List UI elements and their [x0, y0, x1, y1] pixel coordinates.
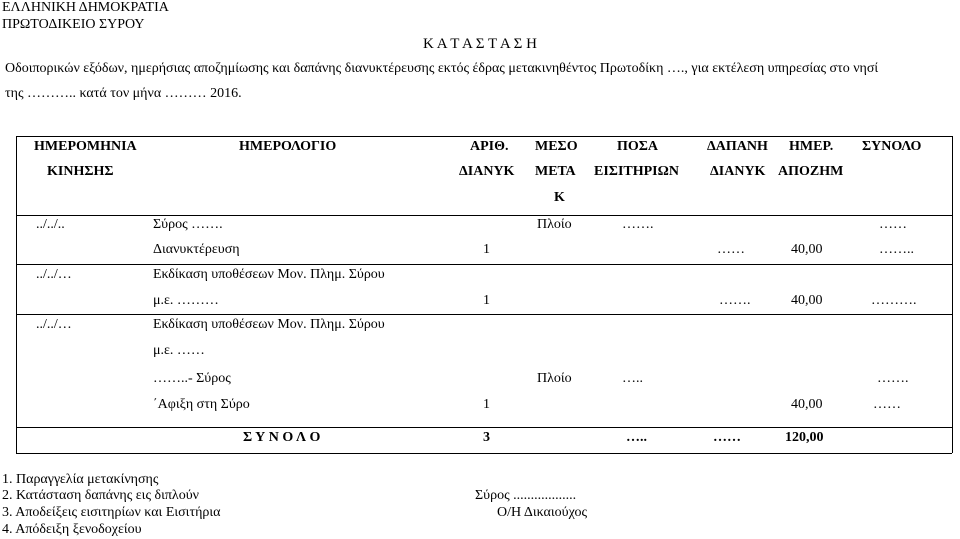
row-total: ………. [871, 293, 917, 308]
totals-label: Σ Υ Ν Ο Λ Ο [243, 430, 321, 445]
header-means-2: ΜΕΤΑ [535, 164, 576, 179]
header-number-2: ΔΙΑΝΥΚ [459, 164, 515, 179]
row-date: ../../… [36, 317, 72, 332]
row-daily: 40,00 [791, 397, 823, 412]
attachment-item: 3. Αποδείξεις εισιτηρίων και Εισιτήρια [2, 505, 221, 520]
row-total: ……. [877, 371, 909, 386]
totals-daily: 120,00 [785, 430, 824, 445]
header-tickets-2: ΕΙΣΙΤΗΡΙΩΝ [594, 164, 679, 179]
row-number: 1 [483, 397, 490, 412]
description-line-1: Οδοιπορικών εξόδων, ημερήσιας αποζημίωσης και δαπάνης διανυκτέρευσης εκτός έδρας μετακινηθέντος Πρωτοδίκη …., για εκτέλεση υπηρεσίας στο νησί [5, 61, 879, 76]
row-daily: 40,00 [791, 293, 823, 308]
attachment-item: 2. Κατάσταση δαπάνης εις διπλούν [2, 488, 199, 503]
attachment-item: 4. Απόδειξη ξενοδοχείου [2, 522, 142, 537]
row-description: Εκδίκαση υποθέσεων Μον. Πλημ. Σύρου [153, 317, 385, 332]
header-means-3: Κ [554, 190, 565, 205]
table-border-right [952, 136, 953, 453]
document-title: Κ Α Τ Α Σ Τ Α Σ Η [423, 36, 537, 52]
attachment-item: 1. Παραγγελία μετακίνησης [2, 472, 159, 487]
table-border-top [16, 136, 952, 137]
table-divider [16, 264, 952, 265]
row-total-2: …….. [879, 242, 914, 257]
header-date: ΗΜΕΡΟΜΗΝΙΑ [34, 139, 137, 154]
row-means: Πλοίο [537, 371, 572, 386]
header-means: ΜΕΣΟ [535, 139, 578, 154]
table-divider [16, 427, 952, 428]
header-date-2: ΚΙΝΗΣΗΣ [47, 164, 114, 179]
court-name: ΠΡΩΤΟΔΙΚΕΙΟ ΣΥΡΟΥ [2, 17, 145, 32]
row-description: Εκδίκαση υποθέσεων Μον. Πλημ. Σύρου [153, 267, 385, 282]
header-cost: ΔΑΠΑΝΗ [707, 139, 768, 154]
row-daily: 40,00 [791, 242, 823, 257]
row-overnight: Διανυκτέρευση [153, 242, 240, 257]
beneficiary-label: Ο/Η Δικαιούχος [497, 505, 588, 520]
row-date: ../../.. [36, 217, 65, 232]
row-arrival: ΄Αφιξη στη Σύρο [153, 397, 250, 412]
row-date: ../../… [36, 267, 72, 282]
row-means: Πλοίο [537, 217, 572, 232]
row-total-2: …… [873, 397, 901, 412]
row-journey: Σύρος ……. [153, 217, 223, 232]
row-reference: μ.ε. ……… [153, 293, 219, 308]
row-number: 1 [483, 242, 490, 257]
row-total: …… [879, 217, 907, 232]
table-divider [16, 215, 952, 216]
country-name: ΕΛΛΗΝΙΚΗ ΔΗΜΟΚΡΑΤΙΑ [2, 0, 169, 15]
header-total: ΣΥΝΟΛΟ [862, 139, 922, 154]
table-border-bottom [16, 453, 952, 454]
header-daily: ΗΜΕΡ. [789, 139, 834, 154]
table-border-left [16, 136, 17, 453]
row-cost: …… [717, 242, 745, 257]
header-number: ΑΡΙΘ. [470, 139, 509, 154]
header-cost-2: ΔΙΑΝΥΚ [710, 164, 766, 179]
description-line-2: της ……….. κατά τον μήνα ……… 2016. [5, 86, 242, 101]
row-cost: ……. [719, 293, 751, 308]
header-daily-2: ΑΠΟΖΗΜ [778, 164, 844, 179]
totals-tickets: ….. [626, 430, 647, 445]
row-tickets: ……. [622, 217, 654, 232]
row-tickets: ….. [622, 371, 643, 386]
header-tickets: ΠΟΣΑ [617, 139, 659, 154]
totals-number: 3 [483, 430, 490, 445]
row-journey: ……..- Σύρος [153, 371, 231, 386]
signature-place: Σύρος .................. [475, 488, 577, 503]
totals-cost: …… [713, 430, 741, 445]
row-number: 1 [483, 293, 490, 308]
table-divider [16, 314, 952, 315]
row-reference: μ.ε. …… [153, 343, 205, 358]
header-log: ΗΜΕΡΟΛΟΓΙΟ [239, 139, 337, 154]
